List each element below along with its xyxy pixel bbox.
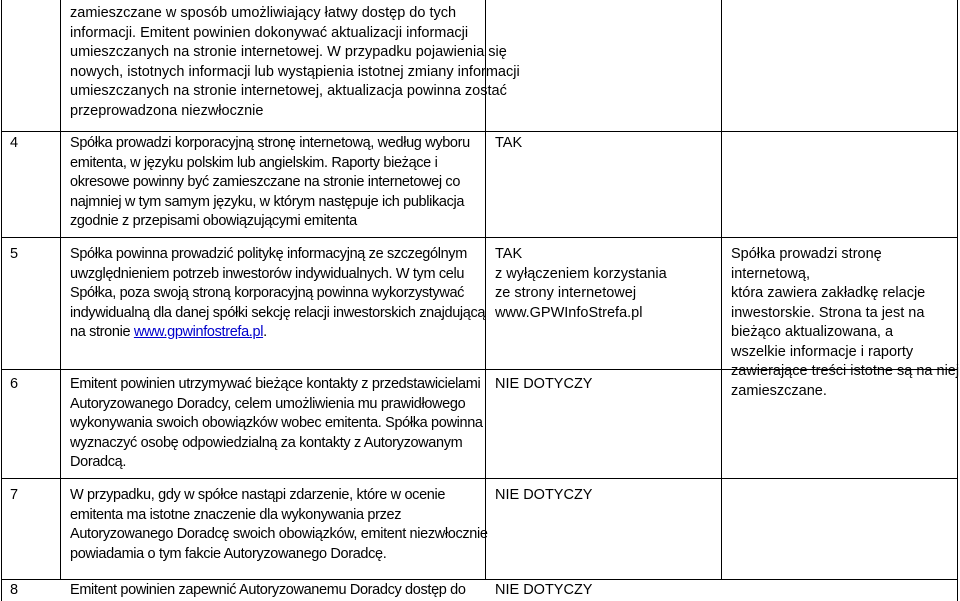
row-number: 4 <box>10 135 19 151</box>
row-number: 7 <box>10 487 19 503</box>
table-row-description: zamieszczane w sposób umożliwiający łatwy dostęp do tych informacji. Emitent powinien dokonywać aktualizacji informacji umieszczanych na stronie internetowej. W przypadku pojawienia się nowych, istotnych informacji lub wystąpienia istotnej zmiany informacji umieszczanych na stronie internetowej, aktualizacja powinna zostać przeprowadzona niezwłocznie <box>70 5 520 119</box>
column-divider <box>721 0 722 580</box>
table-row-answer: NIE DOTYCZY <box>495 376 593 392</box>
table-row-description: Emitent powinien utrzymywać bieżące kontakty z przedstawicielami Autoryzowanego Doradcy, celem umożliwienia mu prawidłowego wykonywania swoich obowiązków wobec emitenta. Spółka powinna wyznaczyć osobę odpowiedzialną za kontakty z Autoryzowanym Doradcą. <box>70 376 483 470</box>
row-number: 5 <box>10 246 19 262</box>
row-divider <box>1 237 958 238</box>
row-divider <box>1 478 958 479</box>
description-suffix: . <box>263 324 267 340</box>
table-row-description <box>70 245 485 343</box>
row-divider <box>1 579 958 580</box>
table-row-answer: NIE DOTYCZY <box>495 487 593 503</box>
table-row-description: W przypadku, gdy w spółce nastąpi zdarzenie, które w ocenie emitenta ma istotne znaczenie dla wykonywania przez Autoryzowanego Doradcę swoich obowiązków, emitent niezwłocznie powiadamia o tym fakcie Autoryzowanego Doradcę. <box>70 487 488 562</box>
row-divider <box>1 131 958 132</box>
column-divider <box>60 0 61 580</box>
table-row-description: Spółka prowadzi korporacyjną stronę internetową, według wyboru emitenta, w języku polskim lub angielskim. Raporty bieżące i okresowe powinny być zamieszczane na stronie internetowej co najmniej w tym samym języku, w którym następuje ich publikacja zgodnie z przepisami obowiązującymi emitenta <box>70 135 470 229</box>
table-row-description: Emitent powinien zapewnić Autoryzowanemu Doradcy dostęp do <box>70 582 466 598</box>
table-row-answer: TAK <box>495 135 523 151</box>
row-number: 8 <box>10 582 19 598</box>
table-row-answer: TAK z wyłączeniem korzystania ze strony internetowej www.GPWInfoStrefa.pl <box>495 246 667 321</box>
gpwinfostrefa-link[interactable]: www.gpwinfostrefa.pl <box>133 324 264 340</box>
row-number: 6 <box>10 376 19 392</box>
table-row-comment: Spółka prowadzi stronę internetową, która zawiera zakładkę relacje inwestorskie. Strona ta jest na bieżąco aktualizowana, a wszelkie informacje i raporty zawierające treści istotne są na niej zamieszczane. <box>731 246 960 399</box>
table-border-left <box>1 0 2 601</box>
table-row-answer: NIE DOTYCZY <box>495 582 593 598</box>
description-text: Spółka powinna prowadzić politykę informacyjną ze szczególnym uwzględnieniem potrzeb inwestorów indywidualnych. W tym celu Spółka, poza swoją stroną korporacyjną powinna wykorzystywać indywidualną dla danej spółki sekcję relacji inwestorskich znajdującą na stronie <box>70 246 486 340</box>
